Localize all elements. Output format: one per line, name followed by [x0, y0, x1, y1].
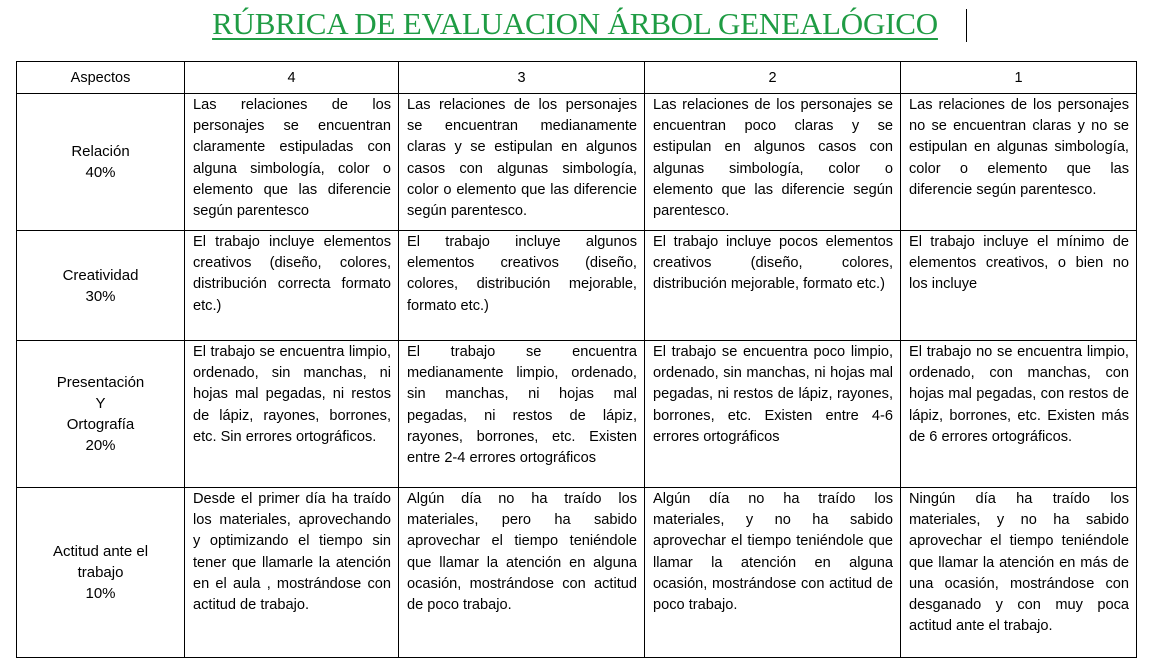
criterion-cell: El trabajo incluye pocos elementos creativos (diseño, colores, distribución mejorable, formato etc.) — [645, 231, 901, 341]
criterion-cell: Algún día no ha traído los materiales, pero ha sabido aprovechar el tiempo teniéndole que llamar la atención en alguna ocasión, mostrándose con actitud de poco trabajo. — [399, 488, 645, 658]
aspect-relacion — [17, 94, 185, 231]
row-presentacion — [17, 341, 1137, 488]
criterion-cell: Ningún día ha traído los materiales, y no ha sabido aprovechar el tiempo teniéndole que llamar la atención en más de una ocasión, mostrándose con desganado y con muy poca actitud ante el trabajo. — [901, 488, 1137, 658]
criterion-cell: El trabajo se encuentra limpio, ordenado, sin manchas, ni hojas mal pegadas, ni restos de lápiz, rayones, borrones, etc. Sin errores ortográficos. — [185, 341, 399, 488]
aspect-label: Ortografía — [66, 416, 135, 433]
document-title: RÚBRICA DE EVALUACION ÁRBOL GENEALÓGICO — [212, 6, 938, 41]
header-level-4: 4 — [185, 62, 399, 94]
header-level-3: 3 — [399, 62, 645, 94]
aspect-presentacion — [17, 341, 185, 488]
criterion-cell: El trabajo incluye el mínimo de elementos creativos, o bien no los incluye — [901, 231, 1137, 341]
header-level-1: 1 — [901, 62, 1137, 94]
criterion-cell: El trabajo se encuentra poco limpio, ordenado, sin manchas, ni hojas mal pegadas, ni restos de lápiz, rayones, borrones, etc. Existen entre 4-6 errores ortográficos — [645, 341, 901, 488]
aspect-label: Presentación — [56, 374, 145, 391]
aspect-label: Creatividad — [62, 266, 139, 284]
rubric-table — [16, 61, 1137, 658]
aspect-creatividad — [17, 231, 185, 341]
row-actitud — [17, 488, 1137, 658]
aspect-weight: 30% — [85, 287, 116, 305]
criterion-cell: El trabajo incluye algunos elementos creativos (diseño, colores, distribución mejorable, formato etc.) — [399, 231, 645, 341]
aspect-weight: 10% — [85, 585, 116, 602]
header-row — [17, 62, 1137, 94]
criterion-cell: El trabajo incluye elementos creativos (diseño, colores, distribución correcta formato etc.) — [185, 231, 399, 341]
aspect-actitud — [17, 488, 185, 658]
text-cursor — [966, 9, 967, 42]
criterion-cell: Las relaciones de los personajes no se encuentran claras y no se estipulan en algunas simbología, color o elemento que las diferencie según parentesco. — [901, 94, 1137, 231]
title-area — [0, 2, 1150, 52]
aspect-weight: 20% — [85, 437, 116, 454]
row-creatividad — [17, 231, 1137, 341]
aspect-label: Y — [95, 395, 106, 412]
header-level-2: 2 — [645, 62, 901, 94]
criterion-cell: Las relaciones de los personajes se encuentran medianamente claras y se estipulan en algunos casos con algunas simbología, color o elemento que las diferencie según parentesco. — [399, 94, 645, 231]
aspect-label: Actitud ante el — [52, 543, 149, 560]
aspect-weight: 40% — [85, 164, 116, 181]
criterion-cell: Algún día no ha traído los materiales, y no ha sabido aprovechar el tiempo teniéndole que llamar la atención en alguna ocasión, mostrándose con actitud de poco trabajo. — [645, 488, 901, 658]
aspect-label: trabajo — [77, 564, 124, 581]
criterion-cell: Las relaciones de los personajes se encuentran claramente estipuladas con alguna simbología, color o elemento que las diferencie según parentesco — [185, 94, 399, 231]
criterion-cell: Las relaciones de los personajes se encuentran poco claras y se estipulan en algunos casos con algunas simbología, color o elemento que las diferencie según parentesco. — [645, 94, 901, 231]
header-aspects: Aspectos — [17, 62, 185, 94]
criterion-cell: El trabajo no se encuentra limpio, ordenado, con manchas, con hojas mal pegadas, con restos de lápiz, borrones, etc. Existen más de 6 errores ortográficos. — [901, 341, 1137, 488]
criterion-cell: El trabajo se encuentra medianamente limpio, ordenado, sin manchas, ni hojas mal pegadas, ni restos de lápiz, rayones, borrones, etc. Existen entre 2-4 errores ortográficos — [399, 341, 645, 488]
aspect-label: Relación — [71, 143, 130, 160]
criterion-cell: Desde el primer día ha traído los materiales, aprovechando y optimizando el tiempo sin tener que llamarle la atención en el aula , mostrándose con actitud de trabajo. — [185, 488, 399, 658]
row-relacion — [17, 94, 1137, 231]
